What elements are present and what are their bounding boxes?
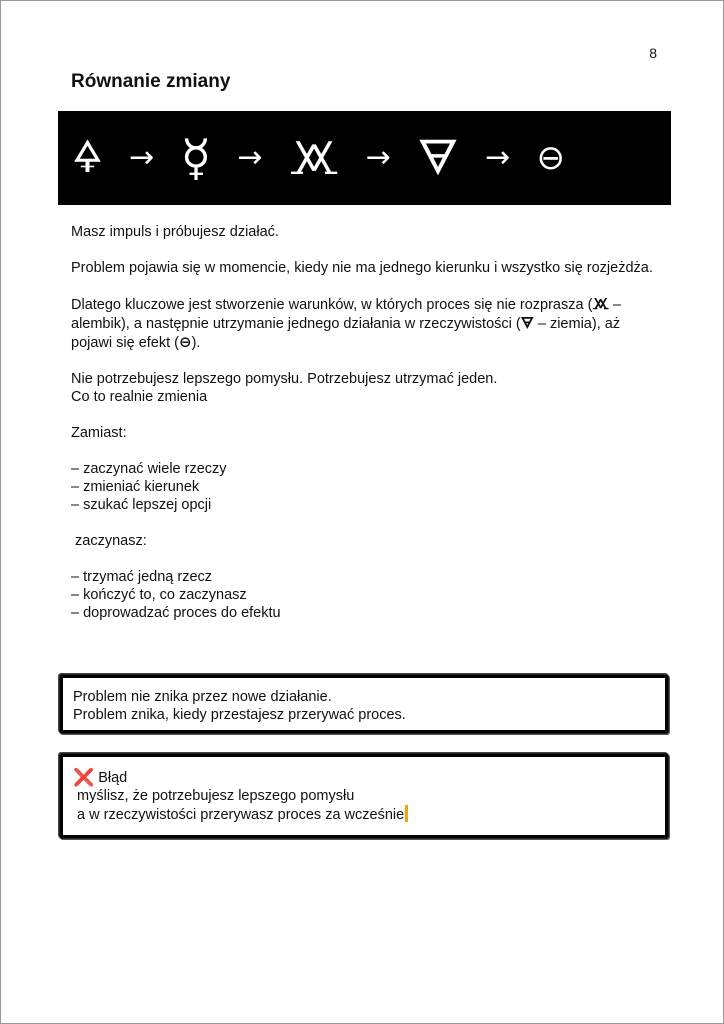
paragraph-you-start: zaczynasz:	[71, 533, 147, 549]
list-item: – doprowadzać proces do efektu	[71, 605, 281, 621]
list-item: – trzymać jedną rzecz	[71, 569, 213, 585]
salt-icon: ⊖	[179, 333, 192, 351]
paragraph-conditions: Dlatego kluczowe jest stworzenie warunków, w których proces się nie rozprasza (🝪 – alembik), a następnie utrzymanie jednego działania w rzeczywistości (🜃 – ziemia), aż pojawi się efekt (⊖).	[71, 295, 622, 351]
page-number: 8	[649, 45, 657, 61]
arrow-right-icon: →	[485, 140, 511, 175]
arrow-right-icon: →	[365, 140, 391, 175]
page-title: Równanie zmiany	[71, 71, 231, 92]
list-item: – szukać lepszej opcji	[71, 497, 212, 513]
error-label: Błąd	[98, 770, 128, 786]
list-you-start	[71, 568, 661, 622]
alembic-icon: 🝪	[592, 295, 610, 313]
paragraph-instead: Zamiast:	[71, 425, 127, 441]
cross-mark-icon: ❌	[73, 768, 95, 788]
earth-icon: 🜃	[417, 130, 459, 186]
text-cursor[interactable]	[405, 805, 408, 822]
paragraph-problem: Problem pojawia się w momencie, kiedy nie ma jednego kierunku i wszystko się rozjeżdża.	[71, 260, 653, 276]
arrow-right-icon: →	[237, 140, 263, 175]
earth-icon: 🜃	[520, 314, 534, 332]
paragraph-idea: Nie potrzebujesz lepszego pomysłu. Potrzebujesz utrzymać jeden. Co to realnie zmienia	[71, 371, 498, 405]
error-box: ❌ Błąd myślisz, że potrzebujesz lepszego pomysłu a w rzeczywistości przerywasz proces za wcześnie	[60, 754, 668, 838]
arrow-right-icon: →	[129, 140, 155, 175]
list-instead	[71, 460, 661, 514]
sulfur-icon: 🜍	[72, 132, 103, 183]
summary-box: Problem nie znika przez nowe działanie. Problem znika, kiedy przestajesz przerywać proces.	[60, 675, 668, 733]
alembic-icon: 🝪	[288, 131, 340, 185]
list-item: – kończyć to, co zaczynasz	[71, 587, 247, 603]
list-item: – zmieniać kierunek	[71, 479, 200, 495]
body-text	[71, 223, 661, 640]
mercury-icon: ☿	[180, 129, 212, 187]
paragraph-impulse: Masz impuls i próbujesz działać.	[71, 224, 279, 240]
list-item: – zaczynać wiele rzeczy	[71, 461, 227, 477]
transformation-equation-banner	[60, 113, 669, 203]
salt-icon: ⊖	[536, 138, 565, 178]
